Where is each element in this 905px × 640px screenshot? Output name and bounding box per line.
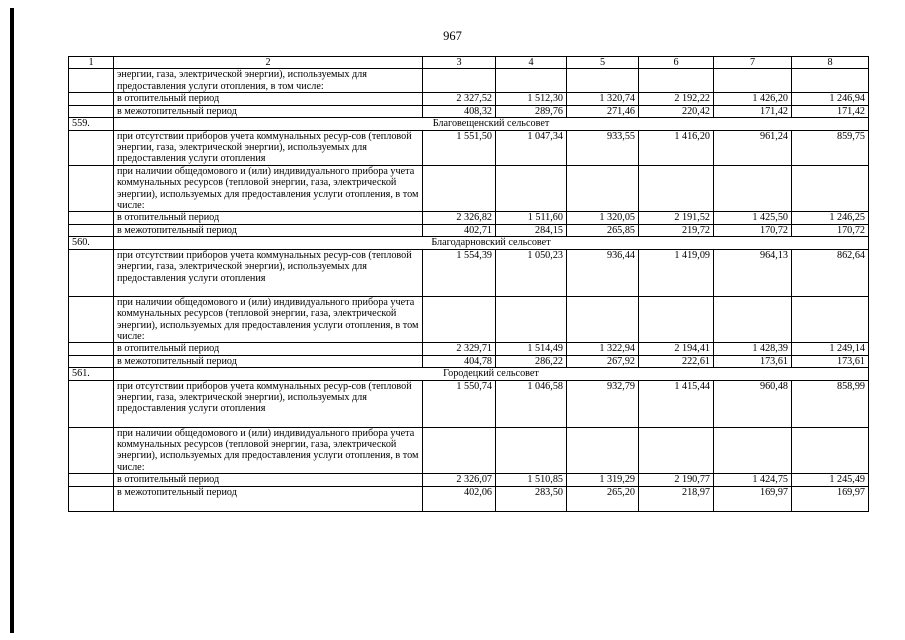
value-cell: 1 046,58 <box>496 380 567 427</box>
value-cell <box>714 296 792 343</box>
value-cell <box>567 427 639 474</box>
value-cell: 2 326,07 <box>423 474 496 486</box>
index-cell <box>69 165 114 212</box>
value-cell: 173,61 <box>714 355 792 367</box>
scan-edge-bar <box>10 8 14 633</box>
table-row <box>69 93 869 105</box>
page-number: 967 <box>443 29 462 43</box>
value-cell: 284,15 <box>496 224 567 236</box>
value-cell: 283,50 <box>496 486 567 511</box>
index-cell <box>69 212 114 224</box>
value-cell: 2 194,41 <box>639 343 714 355</box>
value-cell: 1 511,60 <box>496 212 567 224</box>
value-cell: 1 419,09 <box>639 249 714 296</box>
header-cell: 8 <box>792 57 869 69</box>
value-cell: 933,55 <box>567 130 639 165</box>
table-row <box>69 355 869 367</box>
value-cell: 2 192,22 <box>639 93 714 105</box>
value-cell: 1 415,44 <box>639 380 714 427</box>
description-cell: в отопительный период <box>114 343 423 355</box>
value-cell: 1 425,50 <box>714 212 792 224</box>
description-cell: энергии, газа, электрической энергии), используемых для предоставления услуги отопления, в том числе: <box>114 69 423 93</box>
table-row <box>69 343 869 355</box>
description-cell: в отопительный период <box>114 212 423 224</box>
value-cell: 1 416,20 <box>639 130 714 165</box>
value-cell <box>792 69 869 93</box>
value-cell: 1 512,30 <box>496 93 567 105</box>
table-row <box>69 212 869 224</box>
value-cell <box>714 427 792 474</box>
section-number: 560. <box>69 237 114 249</box>
value-cell: 271,46 <box>567 105 639 117</box>
description-cell: при наличии общедомового и (или) индивидуального прибора учета коммунальных ресурсов (тепловой энергии, газа, электрической энергии), используемых для предоставления услуги отопления, в том числе: <box>114 165 423 212</box>
index-cell <box>69 249 114 296</box>
value-cell <box>423 69 496 93</box>
value-cell <box>714 165 792 212</box>
value-cell: 220,42 <box>639 105 714 117</box>
value-cell <box>567 165 639 212</box>
description-cell: в межотопительный период <box>114 224 423 236</box>
section-name: Благовещенский сельсовет <box>114 118 869 130</box>
value-cell: 858,99 <box>792 380 869 427</box>
index-cell <box>69 427 114 474</box>
value-cell: 1 424,75 <box>714 474 792 486</box>
value-cell <box>639 165 714 212</box>
value-cell: 961,24 <box>714 130 792 165</box>
value-cell <box>423 165 496 212</box>
description-cell: в межотопительный период <box>114 486 423 511</box>
value-cell: 1 249,14 <box>792 343 869 355</box>
section-header-row <box>69 118 869 130</box>
value-cell: 1 246,25 <box>792 212 869 224</box>
value-cell: 1 554,39 <box>423 249 496 296</box>
index-cell <box>69 130 114 165</box>
value-cell <box>639 69 714 93</box>
value-cell <box>792 165 869 212</box>
value-cell <box>792 427 869 474</box>
table-row <box>69 427 869 474</box>
index-cell <box>69 224 114 236</box>
value-cell: 1 428,39 <box>714 343 792 355</box>
value-cell: 964,13 <box>714 249 792 296</box>
index-cell <box>69 69 114 93</box>
header-cell: 4 <box>496 57 567 69</box>
value-cell: 1 426,20 <box>714 93 792 105</box>
value-cell: 2 326,82 <box>423 212 496 224</box>
value-cell: 1 245,49 <box>792 474 869 486</box>
value-cell: 1 514,49 <box>496 343 567 355</box>
section-number: 559. <box>69 118 114 130</box>
table-row <box>69 296 869 343</box>
value-cell: 862,64 <box>792 249 869 296</box>
value-cell <box>496 427 567 474</box>
description-cell: при наличии общедомового и (или) индивидуального прибора учета коммунальных ресурсов (тепловой энергии, газа, электрической энергии), используемых для предоставления услуги отопления, в том числе: <box>114 296 423 343</box>
value-cell: 859,75 <box>792 130 869 165</box>
value-cell: 170,72 <box>792 224 869 236</box>
header-cell: 3 <box>423 57 496 69</box>
value-cell <box>639 427 714 474</box>
value-cell: 1 322,94 <box>567 343 639 355</box>
description-cell: при отсутствии приборов учета коммунальных ресур-сов (тепловой энергии, газа, электрической энергии), используемых для предоставления услуги отопления <box>114 380 423 427</box>
value-cell: 1 551,50 <box>423 130 496 165</box>
header-cell: 2 <box>114 57 423 69</box>
value-cell: 404,78 <box>423 355 496 367</box>
section-number: 561. <box>69 368 114 380</box>
header-cell: 5 <box>567 57 639 69</box>
value-cell: 402,06 <box>423 486 496 511</box>
value-cell: 2 191,52 <box>639 212 714 224</box>
value-cell <box>423 296 496 343</box>
table-row <box>69 165 869 212</box>
table-row <box>69 224 869 236</box>
description-cell: при отсутствии приборов учета коммунальных ресур-сов (тепловой энергии, газа, электрической энергии), используемых для предоставления услуги отопления <box>114 130 423 165</box>
value-cell: 2 329,71 <box>423 343 496 355</box>
value-cell: 289,76 <box>496 105 567 117</box>
value-cell <box>639 296 714 343</box>
value-cell: 960,48 <box>714 380 792 427</box>
value-cell <box>423 427 496 474</box>
index-cell <box>69 105 114 117</box>
description-cell: в отопительный период <box>114 474 423 486</box>
value-cell: 932,79 <box>567 380 639 427</box>
section-name: Благодарновский сельсовет <box>114 237 869 249</box>
header-row <box>69 57 869 69</box>
value-cell <box>567 296 639 343</box>
value-cell <box>714 69 792 93</box>
index-cell <box>69 343 114 355</box>
index-cell <box>69 93 114 105</box>
value-cell: 1 320,74 <box>567 93 639 105</box>
value-cell: 218,97 <box>639 486 714 511</box>
value-cell: 265,85 <box>567 224 639 236</box>
header-cell: 7 <box>714 57 792 69</box>
value-cell: 936,44 <box>567 249 639 296</box>
value-cell: 286,22 <box>496 355 567 367</box>
value-cell <box>496 296 567 343</box>
value-cell: 222,61 <box>639 355 714 367</box>
description-cell: при наличии общедомового и (или) индивидуального прибора учета коммунальных ресурсов (тепловой энергии, газа, электрической энергии), используемых для предоставления услуги отопления, в том числе: <box>114 427 423 474</box>
value-cell <box>496 69 567 93</box>
section-header-row <box>69 368 869 380</box>
index-cell <box>69 380 114 427</box>
value-cell: 1 319,29 <box>567 474 639 486</box>
table-row <box>69 69 869 93</box>
index-cell <box>69 474 114 486</box>
value-cell: 1 047,34 <box>496 130 567 165</box>
description-cell: в отопительный период <box>114 93 423 105</box>
section-header-row <box>69 237 869 249</box>
index-cell <box>69 355 114 367</box>
table-row <box>69 380 869 427</box>
value-cell: 402,71 <box>423 224 496 236</box>
value-cell: 1 246,94 <box>792 93 869 105</box>
value-cell: 170,72 <box>714 224 792 236</box>
description-cell: в межотопительный период <box>114 355 423 367</box>
header-cell: 6 <box>639 57 714 69</box>
table-row <box>69 249 869 296</box>
table-row <box>69 474 869 486</box>
description-cell: при отсутствии приборов учета коммунальных ресур-сов (тепловой энергии, газа, электрической энергии), используемых для предоставления услуги отопления <box>114 249 423 296</box>
header-cell: 1 <box>69 57 114 69</box>
value-cell: 1 320,05 <box>567 212 639 224</box>
value-cell: 169,97 <box>714 486 792 511</box>
value-cell <box>567 69 639 93</box>
section-name: Городецкий сельсовет <box>114 368 869 380</box>
value-cell: 267,92 <box>567 355 639 367</box>
description-cell: в межотопительный период <box>114 105 423 117</box>
value-cell <box>496 165 567 212</box>
value-cell: 2 190,77 <box>639 474 714 486</box>
table-row <box>69 105 869 117</box>
value-cell: 219,72 <box>639 224 714 236</box>
value-cell: 1 550,74 <box>423 380 496 427</box>
value-cell: 1 050,23 <box>496 249 567 296</box>
index-cell <box>69 296 114 343</box>
value-cell: 1 510,85 <box>496 474 567 486</box>
value-cell: 171,42 <box>792 105 869 117</box>
tariff-table <box>68 56 869 512</box>
table-row <box>69 486 869 511</box>
value-cell: 171,42 <box>714 105 792 117</box>
value-cell: 408,32 <box>423 105 496 117</box>
value-cell: 173,61 <box>792 355 869 367</box>
value-cell <box>792 296 869 343</box>
table-row <box>69 130 869 165</box>
value-cell: 169,97 <box>792 486 869 511</box>
value-cell: 2 327,52 <box>423 93 496 105</box>
index-cell <box>69 486 114 511</box>
value-cell: 265,20 <box>567 486 639 511</box>
